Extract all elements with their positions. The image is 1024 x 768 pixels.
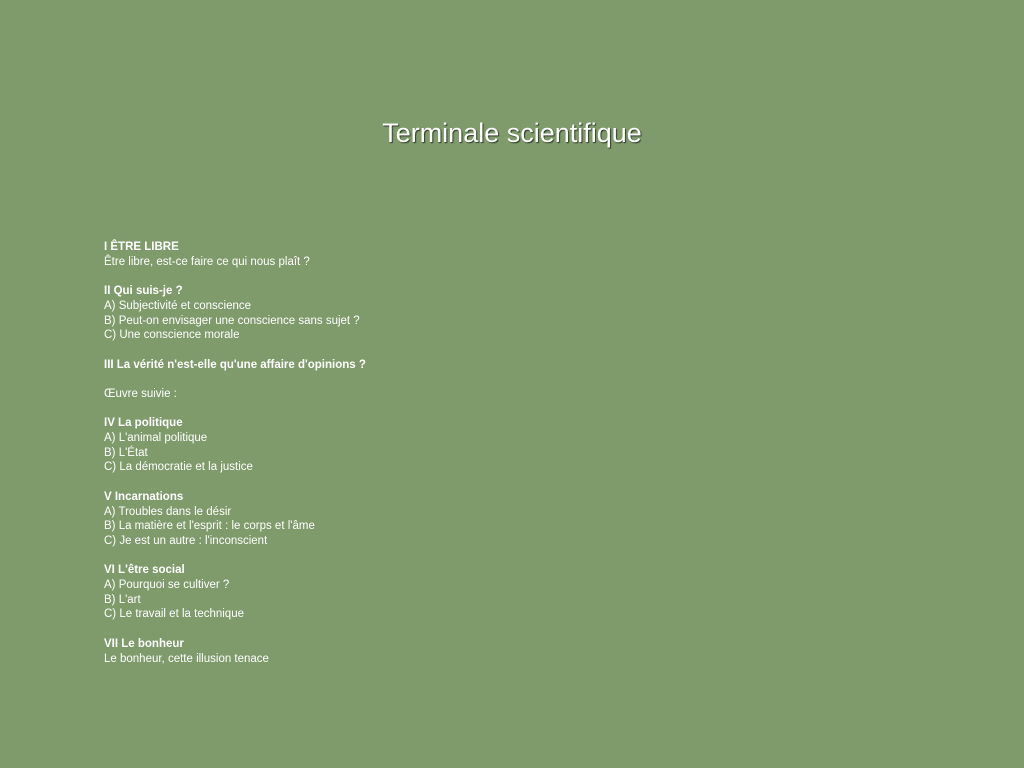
- section-heading: VI L'être social: [104, 564, 185, 577]
- section-line: A) L'animal politique: [104, 432, 208, 445]
- section-line: B) L'État: [104, 446, 148, 459]
- section-line: A) Subjectivité et conscience: [104, 299, 252, 312]
- section-qui-suis-je: [104, 284, 704, 343]
- section-bonheur: [104, 637, 704, 666]
- section-heading: VII Le bonheur: [104, 637, 184, 650]
- slide-title: Terminale scientifique: [382, 118, 642, 148]
- section-line: Le bonheur, cette illusion tenace: [104, 652, 269, 665]
- section-line: Être libre, est-ce faire ce qui nous plaît ?: [104, 255, 310, 268]
- syllabus-content: [104, 240, 704, 681]
- section-line: A) Pourquoi se cultiver ?: [104, 579, 230, 592]
- section-line: A) Troubles dans le désir: [104, 505, 232, 518]
- section-etre-libre: [104, 240, 704, 269]
- section-heading: II Qui suis-je ?: [104, 285, 183, 298]
- section-etre-social: [104, 563, 704, 622]
- section-politique: [104, 416, 704, 475]
- section-line: Œuvre suivie :: [104, 387, 177, 400]
- section-line: C) Je est un autre : l'inconscient: [104, 534, 268, 547]
- section-oeuvre-suivie: [104, 387, 704, 402]
- section-line: B) L'art: [104, 593, 141, 606]
- section-heading: I ÊTRE LIBRE: [104, 241, 179, 253]
- section-incarnations: [104, 490, 704, 549]
- section-line: C) Le travail et la technique: [104, 608, 244, 621]
- section-line: C) La démocratie et la justice: [104, 461, 253, 474]
- section-line: B) La matière et l'esprit : le corps et l'âme: [104, 520, 315, 533]
- section-verite: [104, 358, 704, 373]
- section-heading: V Incarnations: [104, 490, 184, 503]
- section-line: B) Peut-on envisager une conscience sans sujet ?: [104, 314, 360, 327]
- section-heading: III La vérité n'est-elle qu'une affaire d'opinions ?: [104, 358, 366, 371]
- section-line: C) Une conscience morale: [104, 329, 240, 342]
- section-heading: IV La politique: [104, 417, 183, 430]
